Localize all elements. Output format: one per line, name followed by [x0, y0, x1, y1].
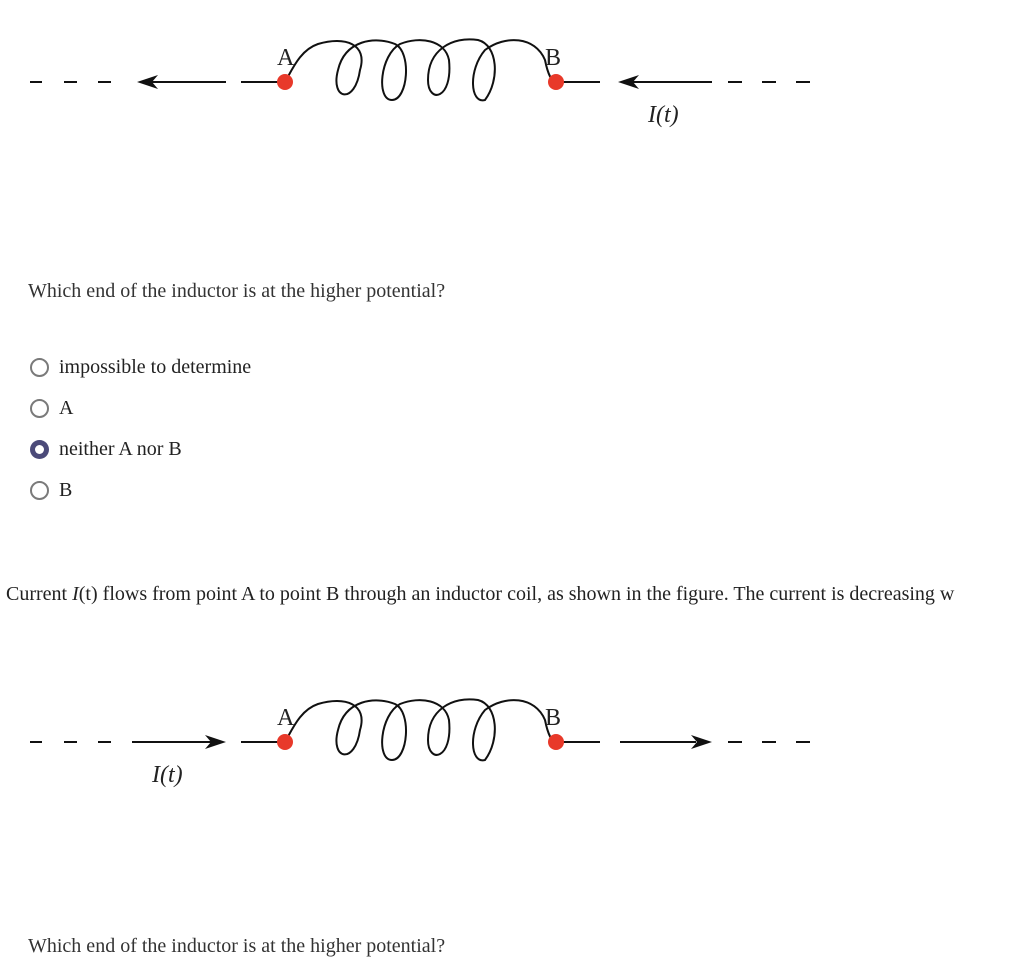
radio-button[interactable]: [30, 358, 49, 377]
label-a: A: [277, 45, 295, 71]
option-label: A: [59, 397, 74, 419]
question-prompt: Which end of the inductor is at the higher potential?: [28, 280, 446, 302]
problem-statement: [6, 583, 1024, 606]
statement-argument: (t): [78, 583, 98, 605]
option-b[interactable]: [30, 470, 251, 511]
statement-variable: I: [72, 583, 79, 605]
option-label: impossible to determine: [59, 356, 252, 378]
label-b: B: [545, 45, 562, 71]
option-label: neither A nor B: [59, 438, 182, 460]
option-neither[interactable]: [30, 429, 251, 470]
inductor-figure-2: [0, 660, 1024, 800]
statement-text: Current: [6, 583, 73, 605]
node-a: [277, 734, 293, 750]
current-label: I(t): [152, 762, 183, 788]
node-a: [277, 74, 293, 90]
option-impossible[interactable]: [30, 347, 251, 388]
answer-options: [30, 347, 251, 511]
radio-button-selected[interactable]: [30, 440, 49, 459]
radio-button[interactable]: [30, 399, 49, 418]
node-b: [548, 74, 564, 90]
statement-text-rest: flows from point A to point B through an inductor coil, as shown in the figure. The current is decreasing w: [97, 583, 955, 605]
question-prompt-2: Which end of the inductor is at the higher potential?: [28, 935, 446, 957]
option-label: B: [59, 479, 73, 501]
option-a[interactable]: [30, 388, 251, 429]
current-label: I(t): [648, 102, 679, 128]
inductor-figure-1: [0, 0, 1024, 140]
radio-button[interactable]: [30, 481, 49, 500]
label-a: A: [277, 705, 295, 731]
label-b: B: [545, 705, 562, 731]
node-b: [548, 734, 564, 750]
